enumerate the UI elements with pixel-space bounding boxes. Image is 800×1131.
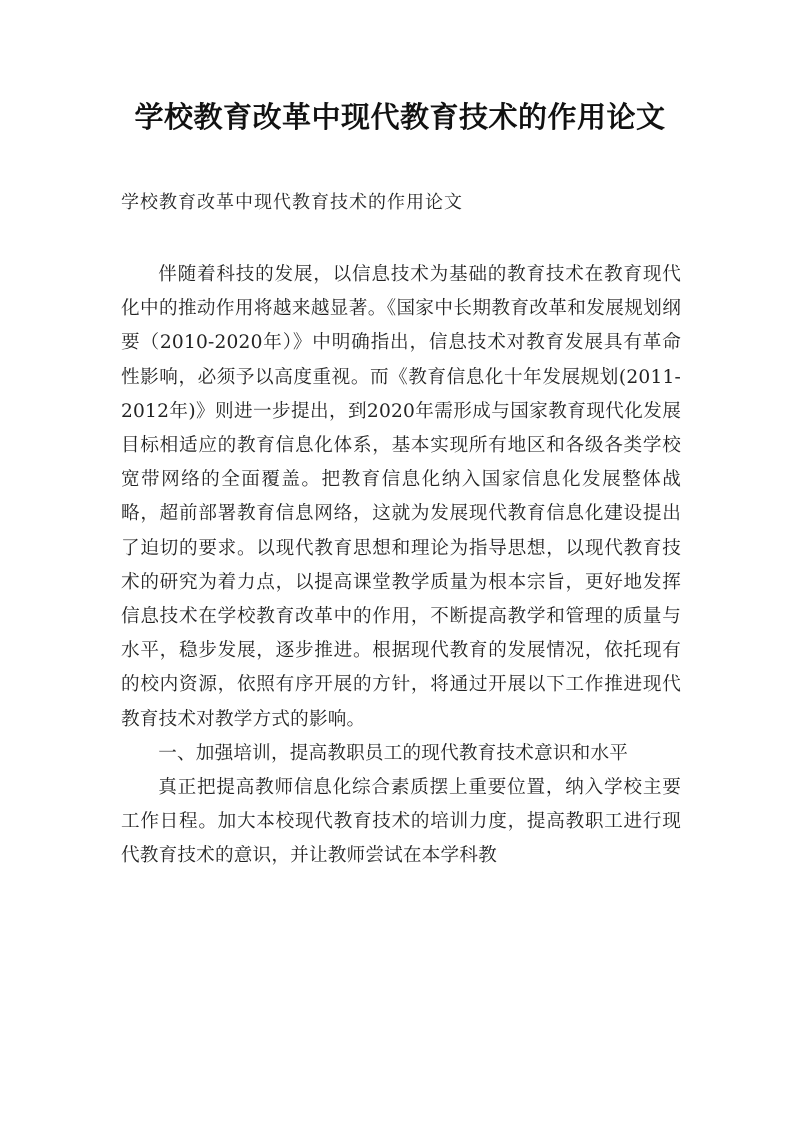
body-paragraph: 真正把提高教师信息化综合素质摆上重要位置，纳入学校主要工作日程。加大本校现代教育技术的培训力度，提高教职工进行现代教育技术的意识，并让教师尝试在本学科教: [121, 777, 681, 867]
section-heading: 一、加强培训，提高教职员工的现代教育技术意识和水平: [158, 742, 629, 764]
document-subtitle: 学校教育改革中现代教育技术的作用论文: [121, 192, 463, 213]
document-body: [121, 258, 681, 874]
body-paragraph: 伴随着科技的发展，以信息技术为基础的教育技术在教育现代化中的推动作用将越来越显著。《国家中长期教育改革和发展规划纲要（2010-2020年）》中明确指出，信息技术对教育发展具有革命性影响，必须予以高度重视。而《教育信息化十年发展规划(2011-2012年)》则进一步提出，到2020年需形成与国家教育现代化发展目标相适应的教育信息化体系，基本实现所有地区和各级各类学校宽带网络的全面覆盖。把教育信息化纳入国家信息化发展整体战略，超前部署教育信息网络，这就为发展现代教育信息化建设提出了迫切的要求。以现代教育思想和理论为指导思想，以现代教育技术的研究为着力点，以提高课堂教学质量为根本宗旨，更好地发挥信息技术在学校教育改革中的作用，不断提高教学和管理的质量与水平，稳步发展，逐步推进。根据现代教育的发展情况，依托现有的校内资源，依照有序开展的方针，将通过开展以下工作推进现代教育技术对教学方式的影响。: [121, 264, 681, 730]
document-title: 学校教育改革中现代教育技术的作用论文: [134, 100, 666, 134]
